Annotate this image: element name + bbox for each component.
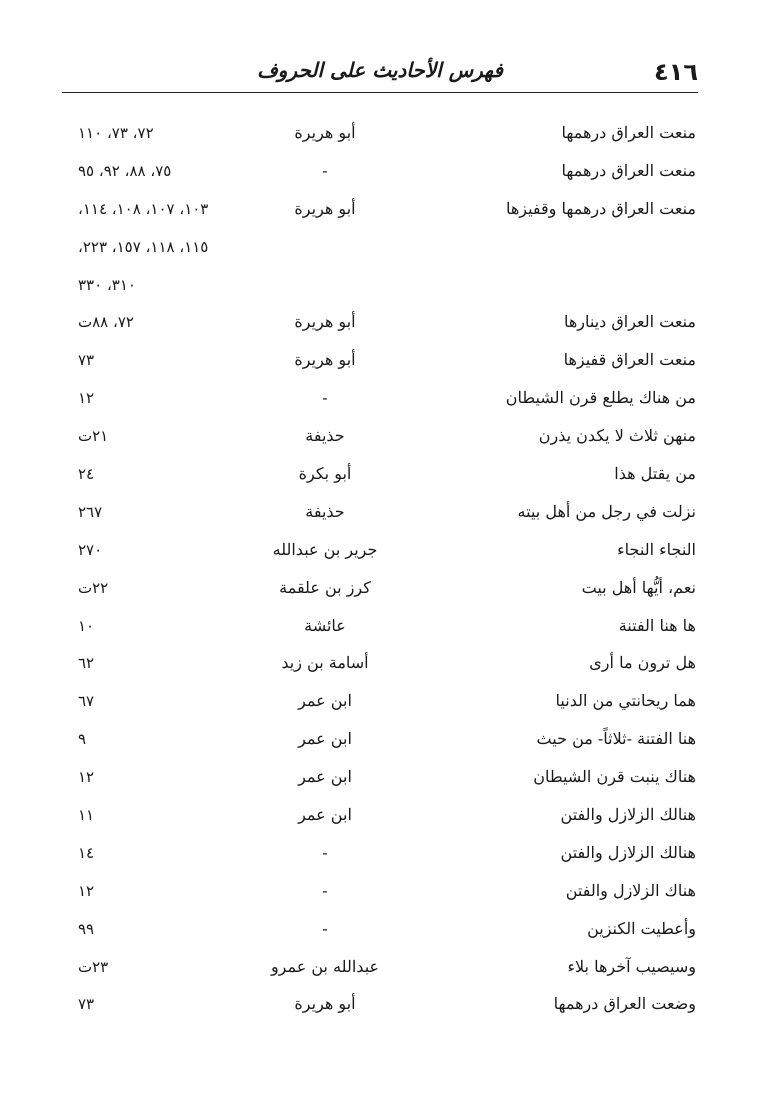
index-row <box>0 115 760 153</box>
page-references: ٢٢ت <box>78 578 109 597</box>
narrator-name: أسامة بن زيد <box>281 653 369 673</box>
index-row <box>0 456 760 494</box>
index-row <box>0 873 760 911</box>
hadith-text: ها هنا الفتنة <box>618 615 696 635</box>
index-row <box>0 153 760 191</box>
index-row <box>0 304 760 342</box>
page-references: ٢١ت <box>78 427 109 446</box>
index-row <box>0 721 760 759</box>
page-references: ١٤ <box>78 843 95 862</box>
running-title: فهرس الأحاديث على الحروف <box>257 58 503 82</box>
index-row <box>0 570 760 608</box>
hadith-text: هما ريحانتي من الدنيا <box>555 691 696 711</box>
page-references: ٧٢، ٨٨ت <box>78 313 134 332</box>
index-row <box>0 191 760 229</box>
narrator-name: جرير بن عبدالله <box>272 539 378 559</box>
narrator-name: - <box>322 918 328 938</box>
page-references: ٣١٠، ٣٣٠ <box>78 275 136 294</box>
index-row <box>0 342 760 380</box>
page-references: ٧٥، ٨٨، ٩٢، ٩٥ <box>78 161 172 180</box>
narrator-name: ابن عمر <box>298 767 352 787</box>
page-references: ١٠ <box>78 616 95 635</box>
narrator-name: - <box>322 160 328 180</box>
page-references: ١٢ <box>78 881 95 900</box>
page-references: ٩ <box>78 730 87 749</box>
page-references: ٦٧ <box>78 692 95 711</box>
hadith-index-list <box>0 115 760 1024</box>
hadith-text: هناك ينبت قرن الشيطان <box>533 767 696 787</box>
page-references: ٢٦٧ <box>78 502 103 521</box>
page-references: ١٠٣، ١٠٧، ١٠٨، ١١٤، <box>78 199 209 218</box>
page-references: ٩٩ <box>78 919 95 938</box>
page-references: ١٢ <box>78 768 95 787</box>
narrator-name: أبو هريرة <box>294 994 356 1014</box>
narrator-name: حذيفة <box>305 426 345 446</box>
page-header <box>62 54 698 93</box>
page-references: ٢٤ <box>78 465 95 484</box>
hadith-text: من هناك يطلع قرن الشيطان <box>505 388 696 408</box>
page-references: ١١ <box>78 806 95 825</box>
index-row <box>0 835 760 873</box>
index-row <box>0 608 760 646</box>
hadith-text: منعت العراق درهمها وقفيزها <box>505 198 696 218</box>
narrator-name: أبو بكرة <box>298 464 352 484</box>
index-row <box>0 759 760 797</box>
narrator-name: أبو هريرة <box>294 312 356 332</box>
index-row <box>0 494 760 532</box>
hadith-text: وضعت العراق درهمها <box>553 994 696 1014</box>
page-references: ١١٥، ١١٨، ١٥٧، ٢٢٣، <box>78 237 209 256</box>
hadith-text: نعم، أيُّها أهل بيت <box>581 577 696 597</box>
hadith-text: منعت العراق دينارها <box>563 312 696 332</box>
narrator-name: ابن عمر <box>298 691 352 711</box>
index-row <box>0 645 760 683</box>
index-row <box>0 267 760 305</box>
narrator-name: أبو هريرة <box>294 123 356 142</box>
hadith-text: وسيصيب آخرها بلاء <box>567 956 696 976</box>
page-references: ٧٢، ٧٣، ١١٠ <box>78 124 154 142</box>
hadith-text: هل ترون ما أرى <box>589 653 696 673</box>
narrator-name: حذيفة <box>305 501 345 521</box>
page-references: ١٢ <box>78 389 95 408</box>
index-row <box>0 418 760 456</box>
hadith-text: منهن ثلاث لا يكدن يذرن <box>538 426 696 446</box>
hadith-text: هناك الزلازل والفتن <box>565 880 696 900</box>
narrator-name: - <box>322 388 328 408</box>
hadith-text: منعت العراق قفيزها <box>563 350 696 370</box>
hadith-text: هنا الفتنة -ثلاثاً- من حيث <box>536 729 696 749</box>
narrator-name: ابن عمر <box>298 805 352 825</box>
hadith-text: منعت العراق درهمها <box>561 160 696 180</box>
hadith-text: النجاء النجاء <box>617 539 696 559</box>
hadith-text: منعت العراق درهمها <box>561 123 696 142</box>
page-references: ٧٣ <box>78 351 95 370</box>
narrator-name: - <box>322 842 328 862</box>
hadith-text: نزلت في رجل من أهل بيته <box>517 501 696 521</box>
narrator-name: كرز بن علقمة <box>279 577 371 597</box>
narrator-name: أبو هريرة <box>294 350 356 370</box>
hadith-text: هنالك الزلازل والفتن <box>560 842 696 862</box>
narrator-name: أبو هريرة <box>294 198 356 218</box>
index-row <box>0 986 760 1024</box>
index-row <box>0 683 760 721</box>
narrator-name: ابن عمر <box>298 729 352 749</box>
narrator-name: عبدالله بن عمرو <box>270 956 380 976</box>
narrator-name: - <box>322 880 328 900</box>
page-number: ٤١٦ <box>654 58 698 86</box>
page-references: ٢٣ت <box>78 957 109 976</box>
hadith-text: وأعطيت الكنزين <box>587 918 696 938</box>
index-row <box>0 949 760 987</box>
hadith-text: هنالك الزلازل والفتن <box>560 805 696 825</box>
narrator-name: عائشة <box>304 615 346 635</box>
index-row <box>0 229 760 267</box>
index-row <box>0 797 760 835</box>
page-references: ٢٧٠ <box>78 540 103 559</box>
index-row <box>0 380 760 418</box>
hadith-text: من يقتل هذا <box>614 464 696 484</box>
page-references: ٧٣ <box>78 995 95 1014</box>
page-references: ٦٢ <box>78 654 95 673</box>
index-row <box>0 532 760 570</box>
index-row <box>0 911 760 949</box>
